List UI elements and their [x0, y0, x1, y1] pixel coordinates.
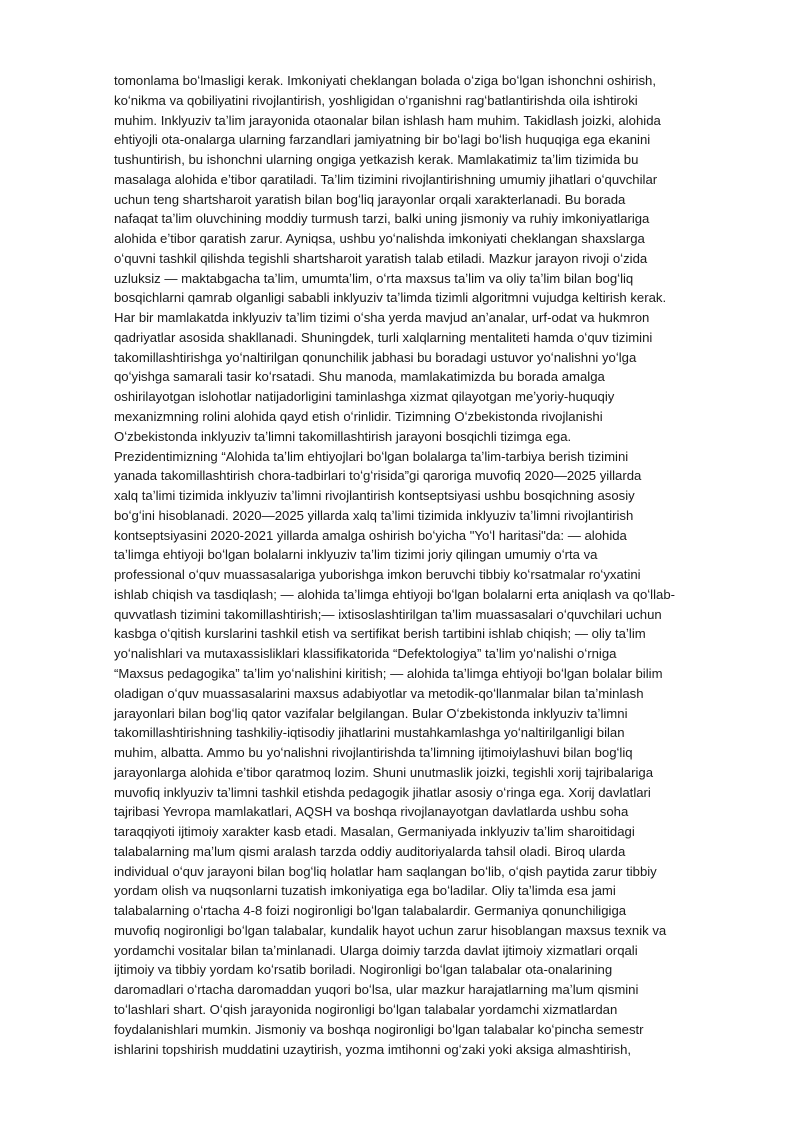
text-line: taraqqiyoti ijtimoiy xarakter kasb etadi. Masalan, Germaniyada inklyuziv taʼlim sharoitidagi	[114, 824, 635, 840]
text-line: takomillashtirishning tashkiliy-iqtisodiy jihatlarini mustahkamlashga yoʻnaltirilganligi bilan	[114, 725, 625, 741]
text-line: yordam olish va nuqsonlarni tuzatish imkoniyatiga ega boʻladilar. Oliy taʼlimda esa jami	[114, 883, 616, 899]
text-line: talabalarning maʼlum qismi aralash tarzda oddiy auditoriyalarda tahsil oladi. Biroq ularda	[114, 843, 626, 859]
text-line: toʻlashlari shart. Oʻqish jarayonida nogironligi boʻlgan talabalar yordamchi xizmatlardan	[114, 1001, 618, 1017]
text-line: daromadlari oʻrtacha daromaddan yuqori boʻlsa, ular mazkur harajatlarning maʼlum qismini	[114, 982, 639, 998]
text-line: ishlarini topshirish muddatini uzaytirish, yozma imtihonni ogʻzaki yoki aksiga almashtirish,	[114, 1041, 632, 1057]
text-line: qadriyatlar asosida shakllanadi. Shuningdek, turli xalqlarning mentaliteti hamda oʻquv tizimini	[114, 329, 653, 345]
text-line: uchun teng shartsharoit yaratish bilan bogʻliq jarayonlar orqali xarakterlanadi. Bu borada	[114, 191, 626, 207]
text-line: muhim. Inklyuziv taʼlim jarayonida otaonalar bilan ishlash ham muhim. Takidlash joizki, alohida	[114, 112, 661, 128]
text-line: kasbga oʻqitish kurslarini tashkil etish va sertifikat berish tartibini ishlab chiqish; — oliy taʼlim	[114, 626, 646, 642]
text-line: tajribasi Yevropa mamlakatlari, AQSH va boshqa rivojlanayotgan davlatlarda ushbu soha	[114, 804, 629, 820]
text-line: Har bir mamlakatda inklyuziv taʼlim tizimi oʻsha yerda mavjud anʼanalar, urf-odat va hukmron	[114, 310, 650, 326]
text-line: yordamchi vositalar bilan taʼminlanadi. Ularga doimiy tarzda davlat ijtimoiy xizmatlari orqali	[114, 942, 638, 958]
text-line: individual oʻquv jarayoni bilan bogʻliq holatlar ham saqlangan boʻlib, oʻqish paytida zarur tibbiy	[114, 863, 657, 879]
text-line: jarayonlarga alohida eʼtibor qaratmoq lozim. Shuni unutmaslik joizki, tegishli xorij tajribalariga	[114, 764, 654, 780]
text-line: yanada takomillashtirish chora-tadbirlari toʻgʻrisida”gi qaroriga muvofiq 2020—2025 yillarda	[114, 468, 642, 484]
text-line: takomillashtirishga yoʻnaltirilgan qonunchilik jabhasi bu boradagi ustuvor yoʻnalishni yoʻlga	[114, 349, 637, 365]
text-line: oshirilayotgan islohotlar natijadorligini taminlashga xizmat qilayotgan meʼyoriy-huquqiy	[114, 389, 615, 405]
text-line: uzluksiz — maktabgacha taʼlim, umumtaʼlim, oʻrta maxsus taʼlim va oliy taʼlim bilan bogʻliq	[114, 270, 634, 286]
text-line: quvvatlash tizimini takomillashtirish;— ixtisoslashtirilgan taʼlim muassasalari oʻquvchilari uchun	[114, 606, 662, 622]
text-line: nafaqat taʼlim oluvchining moddiy turmush tarzi, balki uning jismoniy va ruhiy imkoniyatlariga	[114, 211, 650, 227]
text-line: tushuntirish, bu ishonchni ularning ongiga yetkazish kerak. Mamlakatimiz taʼlim tizimida bu	[114, 152, 639, 168]
document-body-text	[114, 71, 694, 1059]
text-line: kontseptsiyasini 2020-2021 yillarda amalga oshirish boʻyicha "Yoʻl haritasi"da: — alohida	[114, 527, 627, 543]
text-line: oʻquvni tashkil qilishda tegishli shartsharoit yaratish talab etiladi. Mazkur jarayon rivoji oʻzida	[114, 250, 648, 266]
text-line: tomonlama boʻlmasligi kerak. Imkoniyati cheklangan bolada oʻziga boʻlgan ishonchni oshirish,	[114, 73, 656, 88]
text-line: muvofiq inklyuziv taʼlimni tashkil etishda pedagogik jihatlar asosiy oʻringa ega. Xorij davlatlari	[114, 784, 651, 800]
text-line: koʻnikma va qobiliyatini rivojlantirish, yoshligidan oʻrganishni ragʻbatlantirishda oila ishtiroki	[114, 92, 638, 108]
text-line: ijtimoiy va tibbiy yordam koʻrsatib boriladi. Nogironligi boʻlgan talabalar ota-onalarining	[114, 962, 613, 978]
text-line: mexanizmning rolini alohida qayd etish oʻrinlidir. Tizimning Oʻzbekistonda rivojlanishi	[114, 409, 603, 425]
text-line: jarayonlari bilan bogʻliq qator vazifalar belgilangan. Bular Oʻzbekistonda inklyuziv taʼlimni	[114, 705, 628, 721]
text-line: yoʻnalishlari va mutaxassisliklari klassifikatorida “Defektologiya” taʼlim yoʻnalishi oʻrniga	[114, 646, 617, 662]
text-line: muvofiq nogironligi boʻlgan talabalar, kundalik hayot uchun zarur hisoblangan maxsus texnik va	[114, 922, 667, 938]
text-line: qoʻyishga samarali tasir koʻrsatadi. Shu manoda, mamlakatimizda bu borada amalga	[114, 369, 605, 385]
text-line: bosqichlarni qamrab olganligi sababli inklyuziv taʼlimda tizimli algoritmni vujudga keltirish kerak.	[114, 290, 667, 306]
text-line: ehtiyojli ota-onalarga ularning farzandlari jamiyatning bir boʻlagi boʻlish huquqiga ega ekanini	[114, 132, 651, 148]
text-line: ishlab chiqish va tasdiqlash; — alohida taʼlimga ehtiyoji boʻlgan bolalarni erta aniqlash va qoʻllab-	[114, 586, 675, 602]
text-line: xalq taʼlimi tizimida inklyuziv taʼlimni rivojlantirish kontseptsiyasi ushbu bosqichning asosiy	[114, 488, 635, 504]
text-line: alohida eʼtibor qaratish zarur. Ayniqsa, ushbu yoʻnalishda imkoniyati cheklangan shaxslarga	[114, 231, 645, 247]
text-line: taʼlimga ehtiyoji boʻlgan bolalarni inklyuziv taʼlim tizimi joriy qilingan umumiy oʻrta va	[114, 547, 598, 563]
text-line: foydalanishlari mumkin. Jismoniy va boshqa nogironligi boʻlgan talabalar koʻpincha semestr	[114, 1021, 644, 1037]
text-line: oladigan oʻquv muassasalarini maxsus adabiyotlar va metodik-qoʻllanmalar bilan taʼminlash	[114, 685, 644, 701]
text-line: talabalarning oʻrtacha 4-8 foizi nogironligi boʻlgan talabalardir. Germaniya qonunchiligiga	[114, 903, 627, 919]
text-line: Prezidentimizning “Alohida taʼlim ehtiyojlari boʻlgan bolalarga taʼlim-tarbiya berish tizimini	[114, 448, 629, 464]
text-line: muhim, albatta. Ammo bu yoʻnalishni rivojlantirishda taʼlimning ijtimoiylashuvi bilan bogʻliq	[114, 745, 633, 761]
text-line: masalaga alohida eʼtibor qaratiladi. Taʼlim tizimini rivojlantirishning umumiy jihatlari oʻquvchilar	[114, 171, 658, 187]
text-line: boʻgʻini hisoblanadi. 2020—2025 yillarda xalq taʼlimi tizimida inklyuziv taʼlimni rivojlantirish	[114, 507, 634, 523]
text-line: “Maxsus pedagogika” taʼlim yoʻnalishini kiritish; — alohida taʼlimga ehtiyoji boʻlgan bolalar bilim	[114, 665, 663, 681]
text-line: Oʻzbekistonda inklyuziv taʼlimni takomillashtirish jarayoni bosqichli tizimga ega.	[114, 428, 572, 444]
text-line: professional oʻquv muassasalariga yuborishga imkon beruvchi tibbiy koʻrsatmalar roʻyxatini	[114, 567, 641, 583]
